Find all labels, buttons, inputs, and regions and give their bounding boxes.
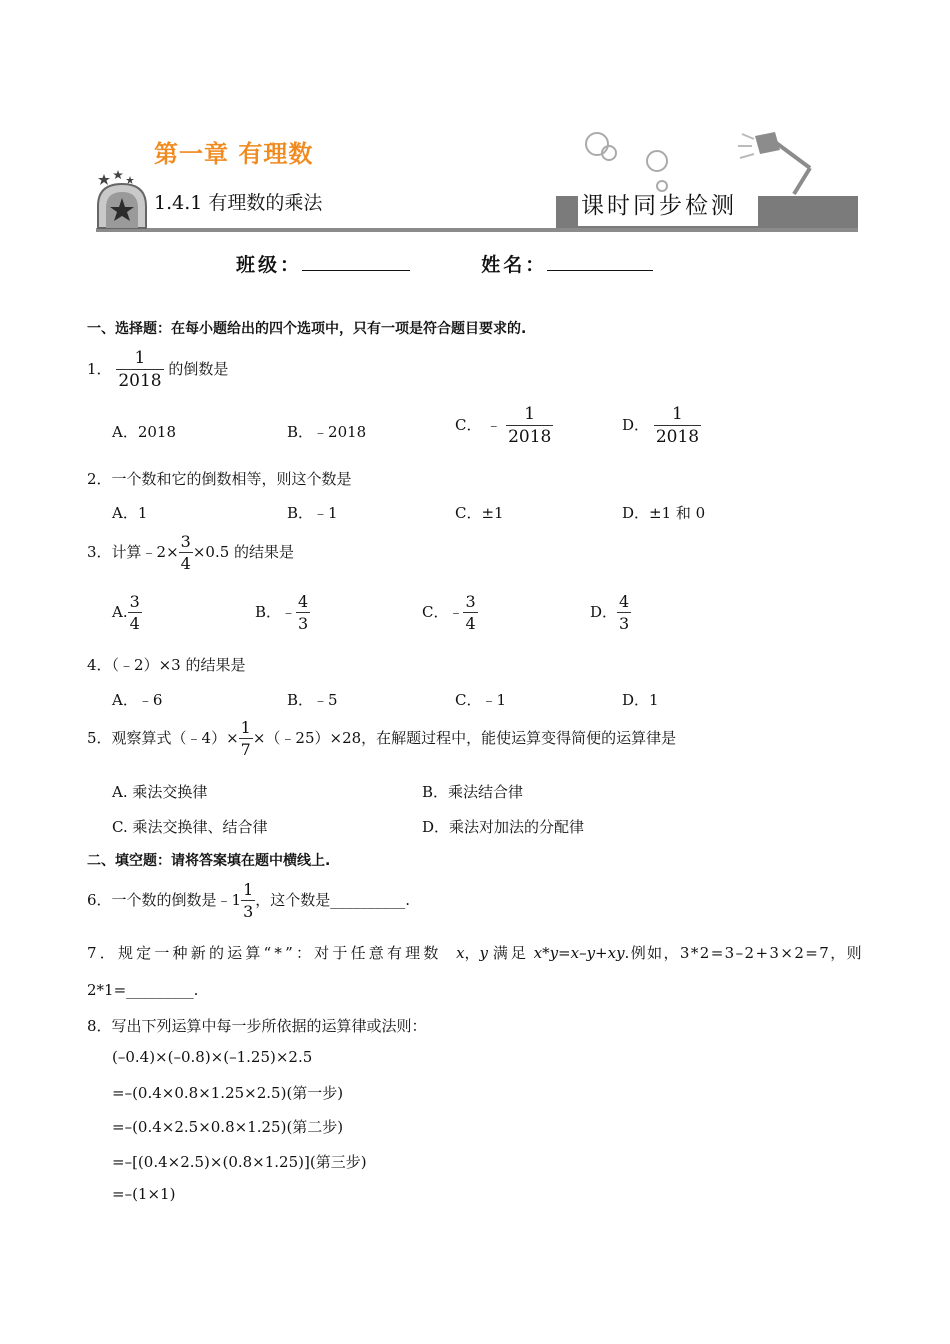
q2-option-c[interactable]: C．±1 <box>455 504 504 522</box>
class-blank[interactable] <box>302 252 410 271</box>
q1-stem <box>87 350 228 390</box>
q3-option-a[interactable]: A. $\frac{3}{4}$ <box>112 592 140 633</box>
q3-option-b[interactable]: B．﹣ $\frac{4}{3}$ <box>255 592 309 633</box>
q6-stem: 6．一个数的倒数是﹣1 $\frac{1}{3}$ ，这个数是__________. <box>87 880 411 921</box>
q1-option-b[interactable]: B．﹣2018 <box>287 423 367 441</box>
q7-line1: 7．规定一种新的运算“*”：对于任意有理数 x，y 满足 x*y=x–y+xy.例如，3*2=3–2+3×2=7，则 <box>87 944 863 962</box>
q4-option-c[interactable]: C．﹣1 <box>455 691 507 709</box>
part1-heading: 一、选择题：在每小题给出的四个选项中，只有一项是符合题目要求的. <box>87 321 527 337</box>
q5-option-c[interactable]: C. 乘法交换律、结合律 <box>112 818 268 836</box>
q2-option-b[interactable]: B．﹣1 <box>287 504 338 522</box>
q6-fraction: $\frac{1}{3}$ <box>243 880 254 921</box>
q5-option-a[interactable]: A. 乘法交换律 <box>112 783 208 801</box>
section-title: 1.4.1 有理数的乘法 <box>154 192 323 214</box>
part2-heading: 二、填空题：请将答案填在题中横线上. <box>87 853 331 869</box>
class-name-line <box>236 250 653 277</box>
chapter-title: 第一章 有理数 <box>154 140 314 168</box>
q8-step: =–(1×1) <box>112 1185 176 1203</box>
q1-number: 1． <box>87 360 112 378</box>
name-blank[interactable] <box>547 252 653 271</box>
q1-text: 的倒数是 <box>168 360 229 378</box>
q5-option-b[interactable]: B．乘法结合律 <box>422 783 524 801</box>
q3-stem: 3．计算﹣2× $\frac{3}{4}$ ×0.5 的结果是 <box>87 532 295 573</box>
q4-stem: 4．（﹣2）×3 的结果是 <box>87 656 246 674</box>
q5-fraction: $\frac{1}{7}$ <box>240 718 251 759</box>
q8-step: =–[(0.4×2.5)×(0.8×1.25)](第三步) <box>112 1153 367 1171</box>
q3-fraction: $\frac{3}{4}$ <box>180 532 191 573</box>
q5-option-d[interactable]: D．乘法对加法的分配律 <box>422 818 585 836</box>
name-label: 姓名： <box>481 254 548 276</box>
star-emblem-icon <box>92 170 154 232</box>
q2-option-d[interactable]: D．±1 和 0 <box>622 504 706 522</box>
q8-stem: 8．写出下列运算中每一步所依据的运算律或法则： <box>87 1017 427 1035</box>
badge-title: 课时同步检测 <box>581 193 737 219</box>
q3-option-c[interactable]: C．﹣ $\frac{3}{4}$ <box>422 592 476 633</box>
q8-step: =–(0.4×2.5×0.8×1.25)(第二步) <box>112 1118 344 1136</box>
q1-option-a[interactable]: A．2018 <box>112 423 177 441</box>
q8-step: =–(0.4×0.8×1.25×2.5)(第一步) <box>112 1084 344 1102</box>
q4-option-a[interactable]: A．﹣6 <box>112 691 163 709</box>
q7-line2: 2*1=_________. <box>87 981 199 999</box>
class-label: 班级： <box>236 254 303 276</box>
q1-fraction: $\frac{1}{2018}$ <box>118 348 162 391</box>
q4-option-b[interactable]: B．﹣5 <box>287 691 338 709</box>
q2-stem: 2．一个数和它的倒数相等，则这个数是 <box>87 470 352 488</box>
q8-step: (–0.4)×(–0.8)×(–1.25)×2.5 <box>112 1048 313 1066</box>
q1-option-d[interactable]: D． $\frac{1}{2018}$ <box>622 404 700 447</box>
q1-option-c[interactable]: C． ﹣ $\frac{1}{2018}$ <box>455 404 552 447</box>
q4-option-d[interactable]: D．1 <box>622 691 659 709</box>
q3-option-d[interactable]: D． $\frac{4}{3}$ <box>590 592 630 633</box>
q2-option-a[interactable]: A．1 <box>112 504 148 522</box>
q5-stem: 5．观察算式（﹣4）× $\frac{1}{7}$ ×（﹣25）×28，在解题过程中，能使运算变得简便的运算律是 <box>87 718 677 759</box>
banner-rule <box>96 228 858 232</box>
